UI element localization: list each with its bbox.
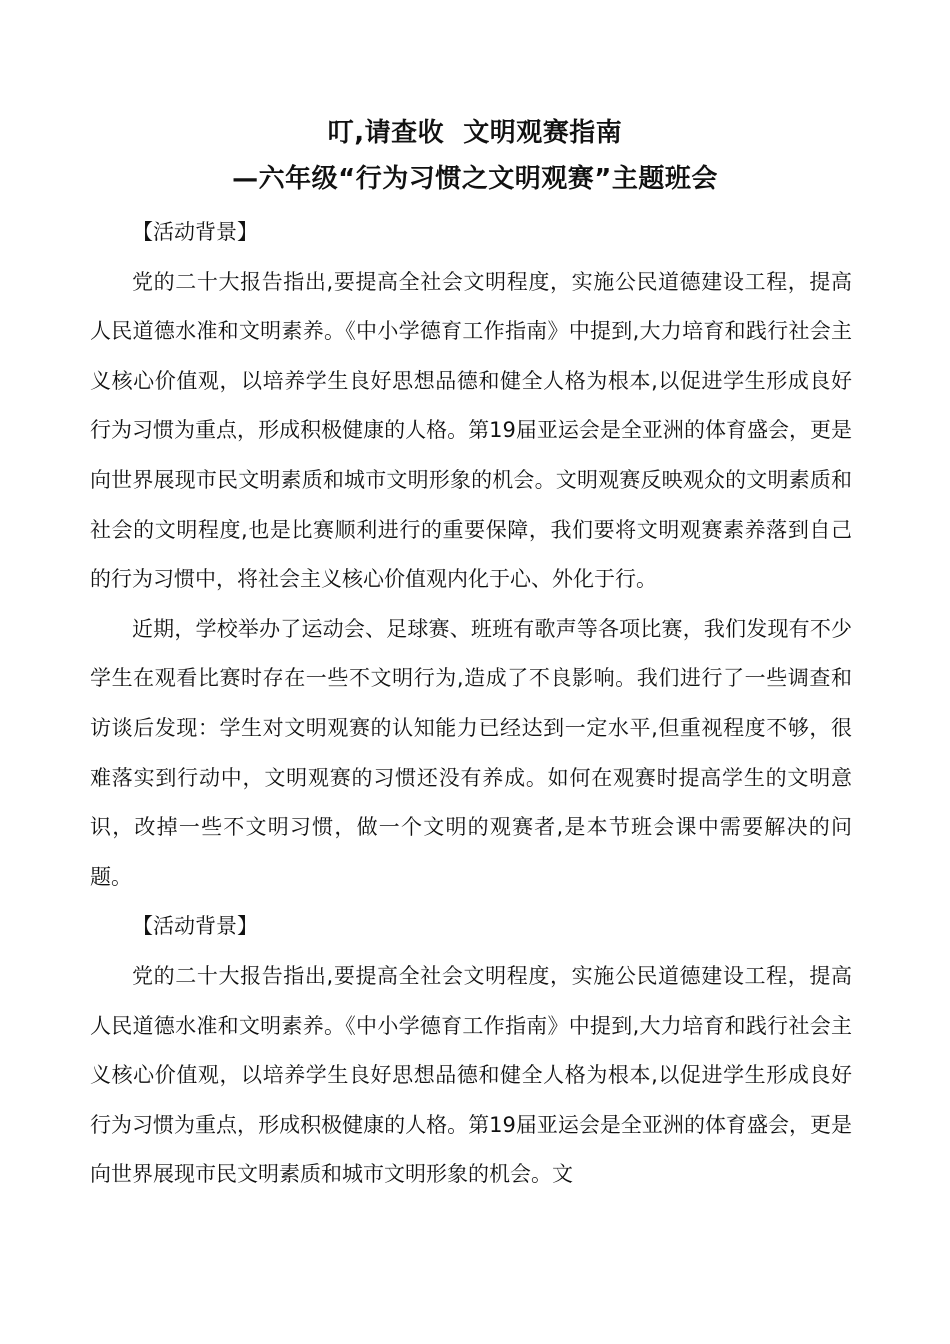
section-heading: 【活动背景】 [132,220,258,244]
document-title: 叮,请查收 文明观赛指南 [327,118,623,148]
paragraph: 党的二十大报告指出,要提高全社会文明程度，实施公民道德建设工程，提高人民道德水准和文明素养。《中小学德育工作指南》中提到,大力培育和践行社会主义核心价值观，以培养学生良好思想品德和健全人格为根本,以促进学生形成良好行为习惯为重点，形成积极健康的人格。第19届亚运会是全亚洲的体育盛会，更是向世界展现市民文明素质和城市文明形象的机会。文 [90,963,852,1187]
document-subtitle: —六年级“行为习惯之文明观赛”主题班会 [232,164,718,194]
document-body [90,208,852,1200]
paragraph: 党的二十大报告指出,要提高全社会文明程度，实施公民道德建设工程，提高人民道德水准和文明素养。《中小学德育工作指南》中提到,大力培育和践行社会主义核心价值观，以培养学生良好思想品德和健全人格为根本,以促进学生形成良好行为习惯为重点，形成积极健康的人格。第19届亚运会是全亚洲的体育盛会，更是向世界展现市民文明素质和城市文明形象的机会。文明观赛反映观众的文明素质和社会的文明程度,也是比赛顺利进行的重要保障，我们要将文明观赛素养落到自己的行为习惯中，将社会主义核心价值观内化于心、外化于行。 [90,269,852,592]
section-heading: 【活动背景】 [132,914,258,939]
paragraph: 近期，学校举办了运动会、足球赛、班班有歌声等各项比赛，我们发现有不少学生在观看比赛时存在一些不文明行为,造成了不良影响。我们进行了一些调查和访谈后发现：学生对文明观赛的认知能力已经达到一定水平,但重视程度不够，很难落实到行动中，文明观赛的习惯还没有养成。如何在观赛时提高学生的文明意识，改掉一些不文明习惯，做一个文明的观赛者,是本节班会课中需要解决的问题。 [90,616,852,889]
title-block [0,110,950,202]
